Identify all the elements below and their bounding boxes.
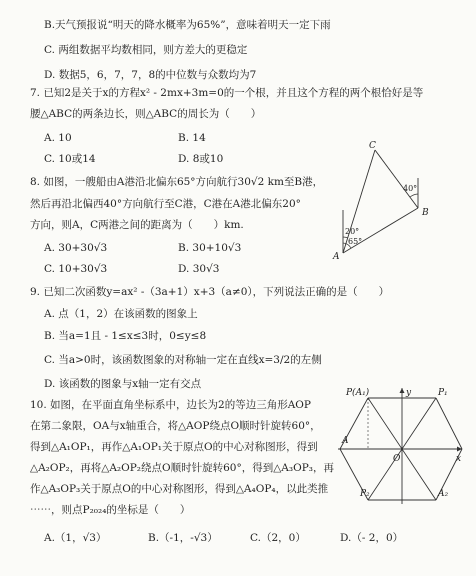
label-40-deg: 40° <box>403 184 418 193</box>
q8-option-a: A. 30+30√3 <box>44 242 108 254</box>
q10-stem-line4: △A₂OP₂，再将△A₂OP₂绕点O顺时针旋转60°，得到△A₃OP₃，再 <box>30 462 334 474</box>
q7-stem-line2: 腰△ABC的两条边长，则△ABC的周长为（ ） <box>30 108 262 120</box>
label-a: A <box>333 252 340 262</box>
q9-option-d: D. 该函数的图象与x轴一定有交点 <box>44 378 202 390</box>
q10-stem-line2: 在第二象限，OA与x轴重合，将△AOP绕点O顺时针旋转60°， <box>30 420 321 432</box>
q9-stem: 9. 已知二次函数y=ax² -（3a+1）x+3（a≠0），下列说法正确的是（ ） <box>30 286 390 298</box>
label-y: y <box>406 388 412 398</box>
edge-p1-x <box>436 398 462 449</box>
label-p1: P₁ <box>438 388 448 398</box>
q7-option-b: B. 14 <box>178 132 206 144</box>
q10-option-a: A.（1，√3） <box>44 532 107 544</box>
q9-option-a: A. 点（1，2）在该函数的图象上 <box>44 308 198 320</box>
q7-stem-line1: 7. 已知2是关于x的方程x² - 2mx+3m=0的一个根，并且这个方程的两个根恰好是等 <box>30 87 424 99</box>
q10-option-b: B.（-1，-√3） <box>148 532 218 544</box>
q9-option-b: B. 当a=1且 - 1≤x≤3时，0≤y≤8 <box>44 330 207 342</box>
angle-arc-40 <box>410 194 418 197</box>
q10-coordinate-figure <box>338 386 468 506</box>
q10-option-d: D.（- 2，0） <box>340 532 404 544</box>
q6-option-d: D. 数据5，6，7，7，8的中位数与众数均为7 <box>44 69 257 81</box>
q8-stem-line2: 然后再沿北偏西40°方向航行至C港，C港在A港北偏东20° <box>30 198 301 210</box>
label-x: x <box>456 454 462 464</box>
q8-stem-line1: 8. 如图，一艘船由A港沿北偏东65°方向航行30√2 km至B港， <box>30 176 324 188</box>
q9-option-c: C. 当a>0时，该函数图象的对称轴一定在直线x=3/2的左侧 <box>44 354 322 366</box>
label-c: C <box>369 141 376 151</box>
label-p2: P₂ <box>360 489 370 499</box>
label-o: O <box>393 454 401 464</box>
label-20-deg: 20° <box>345 227 360 236</box>
q10-option-c: C.（2，0） <box>250 532 306 544</box>
q10-stem-line1: 10. 如图，在平面直角坐标系中，边长为2的等边三角形AOP <box>30 399 311 411</box>
q6-option-c: C. 两组数据平均数相同，则方差大的更稳定 <box>44 44 248 56</box>
q8-option-b: B. 30+10√3 <box>178 242 242 254</box>
q8-option-d: D. 30√3 <box>178 263 220 275</box>
segment-bc <box>375 150 418 208</box>
label-a2: A₂ <box>438 489 449 499</box>
q10-stem-line5: 作△A₃OP₃关于原点O的中心对称图形，得到△A₄OP₄，以此类推 <box>30 483 329 495</box>
q7-option-d: D. 8或10 <box>178 153 224 165</box>
q10-stem-line6: ⋯⋯，则点P₂₀₂₄的坐标是（ ） <box>30 504 191 516</box>
q8-stem-line3: 方向，则A，C两港之间的距离为（ ）km. <box>30 219 244 231</box>
q8-option-c: C. 10+30√3 <box>44 263 108 275</box>
label-b: B <box>422 208 429 218</box>
q8-navigation-figure <box>318 138 448 268</box>
q7-option-a: A. 10 <box>44 132 72 144</box>
y-axis-arrow <box>400 388 405 393</box>
q6-option-b: B.天气预报说“明天的降水概率为65%”，意味着明天一定下雨 <box>44 19 331 31</box>
label-p-a1: P(A₁) <box>346 388 370 398</box>
label-a: A <box>342 436 349 446</box>
q7-option-c: C. 10或14 <box>44 153 96 165</box>
q10-stem-line3: 得到△A₁OP₁，再作△A₁OP₁关于原点O的中心对称图形，得到 <box>30 441 318 453</box>
label-65-deg: 65° <box>348 237 363 246</box>
